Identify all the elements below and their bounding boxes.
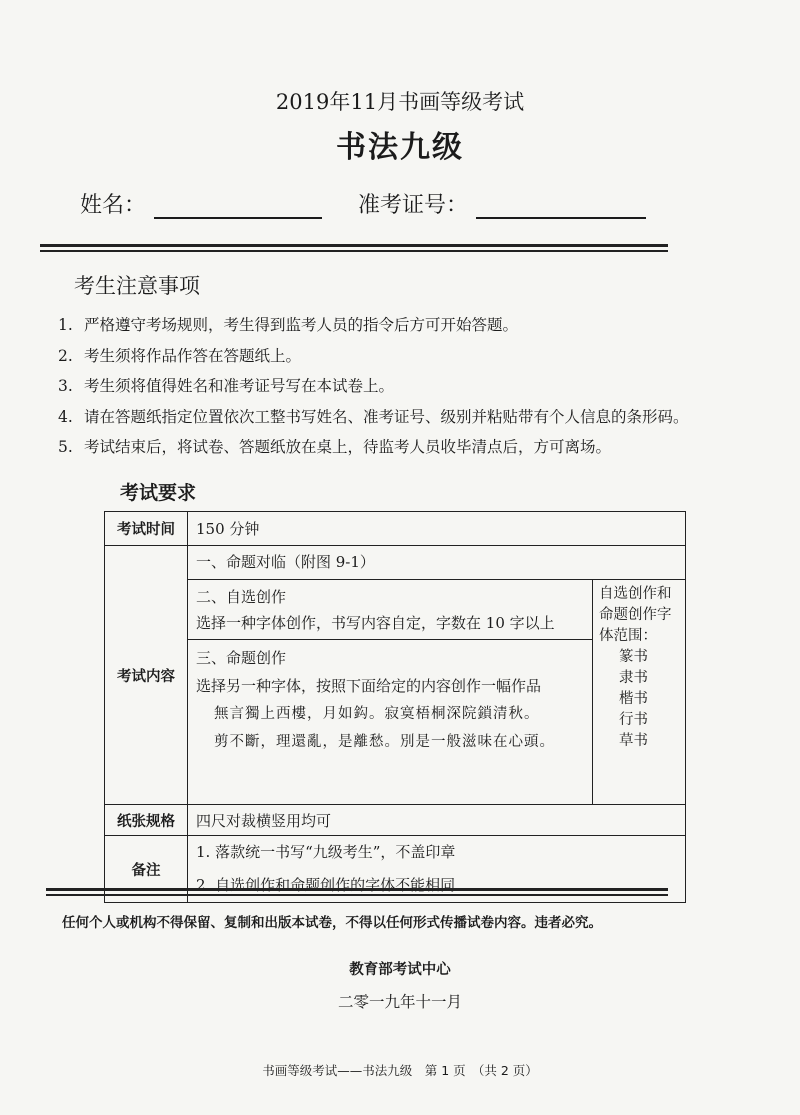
requirements-table [104,511,686,903]
script-style: 篆书 [619,649,648,665]
script-scope [593,580,685,804]
script-style: 隶书 [619,670,648,686]
time-value: 150 分钟 [188,512,686,546]
scope-intro-line: 自选创作和 [599,586,672,602]
notice-number: 4. [58,407,73,426]
issuer: 教育部考试中心 [349,962,451,978]
name-blank[interactable] [154,193,322,219]
name-field [80,188,322,219]
notice-list [58,314,778,467]
free-creation-title: 二、自选创作 [196,588,287,606]
notice-number: 3. [58,377,73,395]
scope-intro-line: 体范围： [599,628,657,644]
free-creation-desc: 选择一种字体创作，书写内容自定，字数在 10 字以上 [196,614,555,632]
admission-number-field [358,188,646,219]
script-style: 楷书 [619,691,648,707]
table-row [105,512,686,546]
notice-item [58,406,778,437]
requirements-heading: 考试要求 [120,482,197,504]
admission-number-label: 准考证号： [358,193,469,218]
note-item: 2. 自选创作和命题创作的字体不能相同 [196,876,456,894]
content-item-copying: 一、命题对临（附图 9-1） [188,546,685,580]
notice-number: 5. [58,438,73,456]
notes-label: 备注 [105,836,188,903]
time-label: 考试时间 [105,512,188,546]
issue-date: 二零一九年十一月 [337,993,462,1011]
content-split [188,580,685,804]
notice-item [58,436,778,467]
paper-label: 纸张规格 [105,805,188,836]
assigned-creation-desc: 选择另一种字体，按照下面给定的内容创作一幅作品 [196,677,542,695]
notice-item [58,345,778,376]
notice-text: 考生须将作品作答在答题纸上。 [84,346,302,365]
exam-level-title: 书法九级 [336,130,464,165]
notice-text: 考生须将值得姓名和准考证号写在本试卷上。 [84,377,395,395]
top-divider [40,244,668,252]
poem-line: 無言獨上西樓，月如鈎。寂寞梧桐深院鎖清秋。 [214,706,540,722]
content-item-free-creation [188,580,592,640]
notice-text: 请在答题纸指定位置依次工整书写姓名、准考证号、级别并粘贴带有个人信息的条形码。 [84,407,689,426]
paper-value: 四尺对裁横竖用均可 [188,805,686,836]
notice-number: 1. [58,316,73,334]
content-left [188,580,593,804]
notice-heading: 考生注意事项 [74,274,200,298]
notice-number: 2. [58,346,73,365]
notice-item [58,314,778,345]
assigned-creation-title: 三、命题创作 [196,649,287,667]
scope-intro-line: 命题创作字 [599,607,672,623]
notice-text: 严格遵守考场规则，考生得到监考人员的指令后方可开始答题。 [84,316,519,334]
content-cell [188,546,686,805]
copyright-notice: 任何个人或机构不得保留、复制和出版本试卷，不得以任何形式传播试卷内容。违者必究。 [62,915,602,931]
script-style: 行书 [619,712,648,728]
notice-item [58,375,778,406]
bottom-divider [46,888,668,896]
poem-line: 剪不斷，理還亂，是離愁。別是一般滋味在心頭。 [214,734,555,750]
admission-number-blank[interactable] [476,193,646,219]
exam-title: 2019年11月书画等级考试 [275,90,525,114]
note-item: 1. 落款统一书写“九级考生”，不盖印章 [196,843,456,861]
script-style: 草书 [619,733,648,749]
page-footer: 书画等级考试——书法九级 第 1 页 （共 2 页） [262,1063,538,1078]
content-item-assigned-creation [188,640,592,804]
notice-text: 考试结束后，将试卷、答题纸放在桌上，待监考人员收毕清点后，方可离场。 [84,438,612,456]
table-row [105,805,686,836]
name-label: 姓名： [80,193,147,218]
content-label: 考试内容 [105,546,188,805]
table-row [105,546,686,805]
